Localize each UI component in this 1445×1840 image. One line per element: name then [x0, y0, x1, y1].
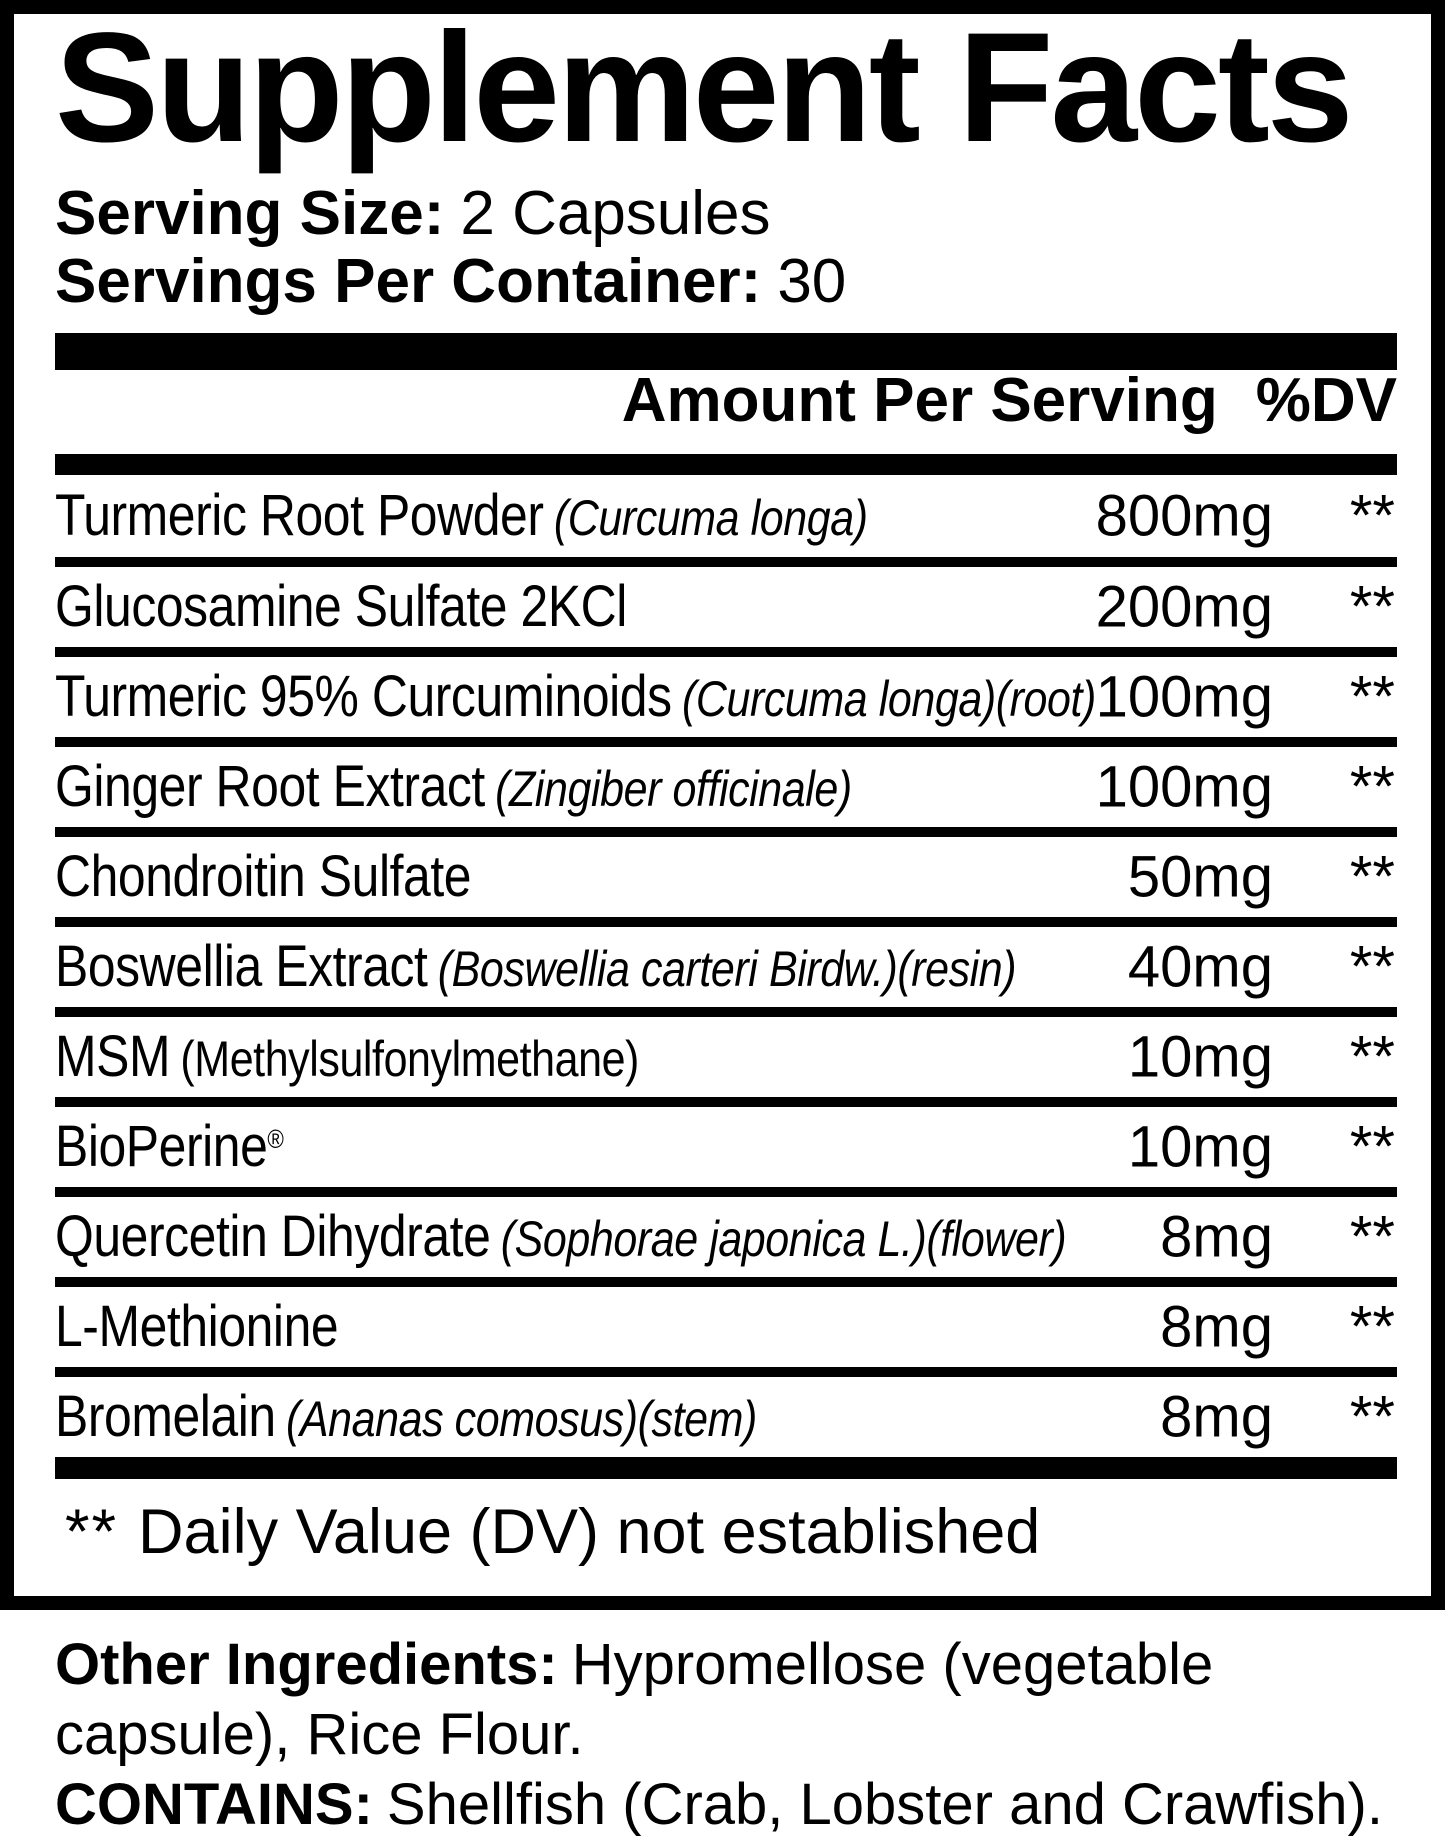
ingredient-row: [55, 1097, 1397, 1187]
servings-per-container-label: Servings Per Container:: [55, 247, 762, 316]
ingredient-name-group: [55, 574, 627, 639]
ingredient-name-group: [55, 1294, 339, 1359]
bottom-ingredients-block: [55, 1630, 1415, 1840]
ingredient-name: Turmeric 95% Curcuminoids: [55, 664, 672, 729]
ingredient-name: Quercetin Dihydrate: [55, 1204, 491, 1269]
amount-per-serving-header: Amount Per Serving: [621, 366, 1218, 435]
ingredient-name: Turmeric Root Powder: [55, 483, 544, 548]
footnote-text: Daily Value (DV) not established: [138, 1497, 1041, 1567]
ingredient-name: Glucosamine Sulfate 2KCl: [55, 574, 627, 639]
ingredient-name-group: [55, 754, 852, 819]
ingredient-amount: 10mg: [1127, 1114, 1273, 1180]
ingredient-row: [55, 647, 1397, 737]
ingredient-dv: **: [1349, 844, 1395, 910]
ingredient-name-group: [55, 1204, 1067, 1269]
ingredient-amount: 100mg: [1095, 754, 1273, 820]
ingredient-row: [55, 917, 1397, 1007]
ingredient-dv: **: [1349, 1204, 1395, 1270]
ingredient-amount: 50mg: [1127, 844, 1273, 910]
ingredient-name-group: [55, 483, 868, 548]
ingredient-dv: **: [1349, 1024, 1395, 1090]
ingredient-name: Chondroitin Sulfate: [55, 844, 472, 909]
panel-title: Supplement Facts: [55, 1, 1351, 175]
contains-text: Shellfish (Crab, Lobster and Crawfish).: [386, 1772, 1383, 1837]
ingredient-row: [55, 1277, 1397, 1367]
ingredient-dv: **: [1349, 574, 1395, 640]
divider-below-header: [55, 454, 1397, 475]
other-ingredients-paragraph: [55, 1630, 1415, 1770]
ingredient-source-detail: (Ananas comosus)(stem): [286, 1391, 757, 1447]
ingredient-name-group: [55, 844, 472, 909]
ingredient-amount: 800mg: [1095, 483, 1273, 549]
ingredient-source-detail: (Curcuma longa): [553, 490, 868, 546]
ingredient-dv: **: [1349, 1114, 1395, 1180]
ingredient-amount: 200mg: [1095, 574, 1273, 640]
ingredient-name: MSM: [55, 1024, 171, 1089]
ingredient-amount: 40mg: [1127, 934, 1273, 1000]
ingredient-name: L-Methionine: [55, 1294, 339, 1359]
footnote-symbol: **: [65, 1497, 119, 1567]
ingredient-amount: 8mg: [1160, 1204, 1273, 1270]
ingredient-row: [55, 1367, 1397, 1457]
ingredient-dv: **: [1349, 664, 1395, 730]
ingredient-amount: 8mg: [1160, 1294, 1273, 1360]
ingredient-name: Bromelain: [55, 1384, 276, 1449]
registered-trademark-mark: ®: [267, 1124, 284, 1154]
ingredient-name-group: [55, 1114, 284, 1179]
servings-per-container-line: [55, 249, 846, 315]
serving-size-label: Serving Size:: [55, 179, 445, 248]
serving-size-line: [55, 181, 771, 247]
percent-dv-header: %DV: [1255, 366, 1397, 435]
ingredient-dv: **: [1349, 1294, 1395, 1360]
thick-divider-top: [55, 333, 1397, 370]
ingredient-amount: 8mg: [1160, 1384, 1273, 1450]
ingredient-row: [55, 827, 1397, 917]
ingredient-source-detail: (Sophorae japonica L.)(flower): [500, 1211, 1067, 1267]
ingredient-source-detail: (Boswellia carteri Birdw.)(resin): [437, 941, 1017, 997]
ingredient-name-group: [55, 664, 1096, 729]
ingredient-row: [55, 1007, 1397, 1097]
other-ingredients-text: Hypromellose (vegetable capsule), Rice Flour.: [55, 1632, 1214, 1767]
ingredient-source-detail: (Methylsulfonylmethane): [180, 1031, 639, 1087]
ingredient-name-group: [55, 1024, 639, 1089]
ingredient-row: [55, 557, 1397, 647]
ingredient-dv: **: [1349, 754, 1395, 820]
ingredient-name-group: [55, 934, 1017, 999]
ingredient-name: BioPerine: [55, 1114, 268, 1179]
ingredient-row: [55, 475, 1397, 557]
serving-size-value: 2 Capsules: [460, 179, 771, 248]
ingredient-dv: **: [1349, 934, 1395, 1000]
dv-footnote: [65, 1497, 1041, 1567]
servings-per-container-value: 30: [777, 247, 847, 316]
ingredient-row: [55, 1187, 1397, 1277]
ingredient-source-detail: (Zingiber officinale): [495, 761, 852, 817]
ingredient-amount: 100mg: [1095, 664, 1273, 730]
ingredient-dv: **: [1349, 1384, 1395, 1450]
ingredient-name-group: [55, 1384, 757, 1449]
contains-paragraph: [55, 1770, 1415, 1840]
ingredient-rows: [55, 475, 1397, 1457]
ingredient-amount: 10mg: [1127, 1024, 1273, 1090]
thick-divider-bottom: [55, 1457, 1397, 1479]
ingredient-dv: **: [1349, 483, 1395, 549]
contains-label: CONTAINS:: [55, 1772, 373, 1837]
ingredient-name: Ginger Root Extract: [55, 754, 485, 819]
other-ingredients-label: Other Ingredients:: [55, 1632, 558, 1697]
column-header: [55, 366, 1397, 436]
ingredient-name: Boswellia Extract: [55, 934, 428, 999]
ingredient-row: [55, 737, 1397, 827]
ingredient-source-detail: (Curcuma longa)(root): [681, 671, 1096, 727]
